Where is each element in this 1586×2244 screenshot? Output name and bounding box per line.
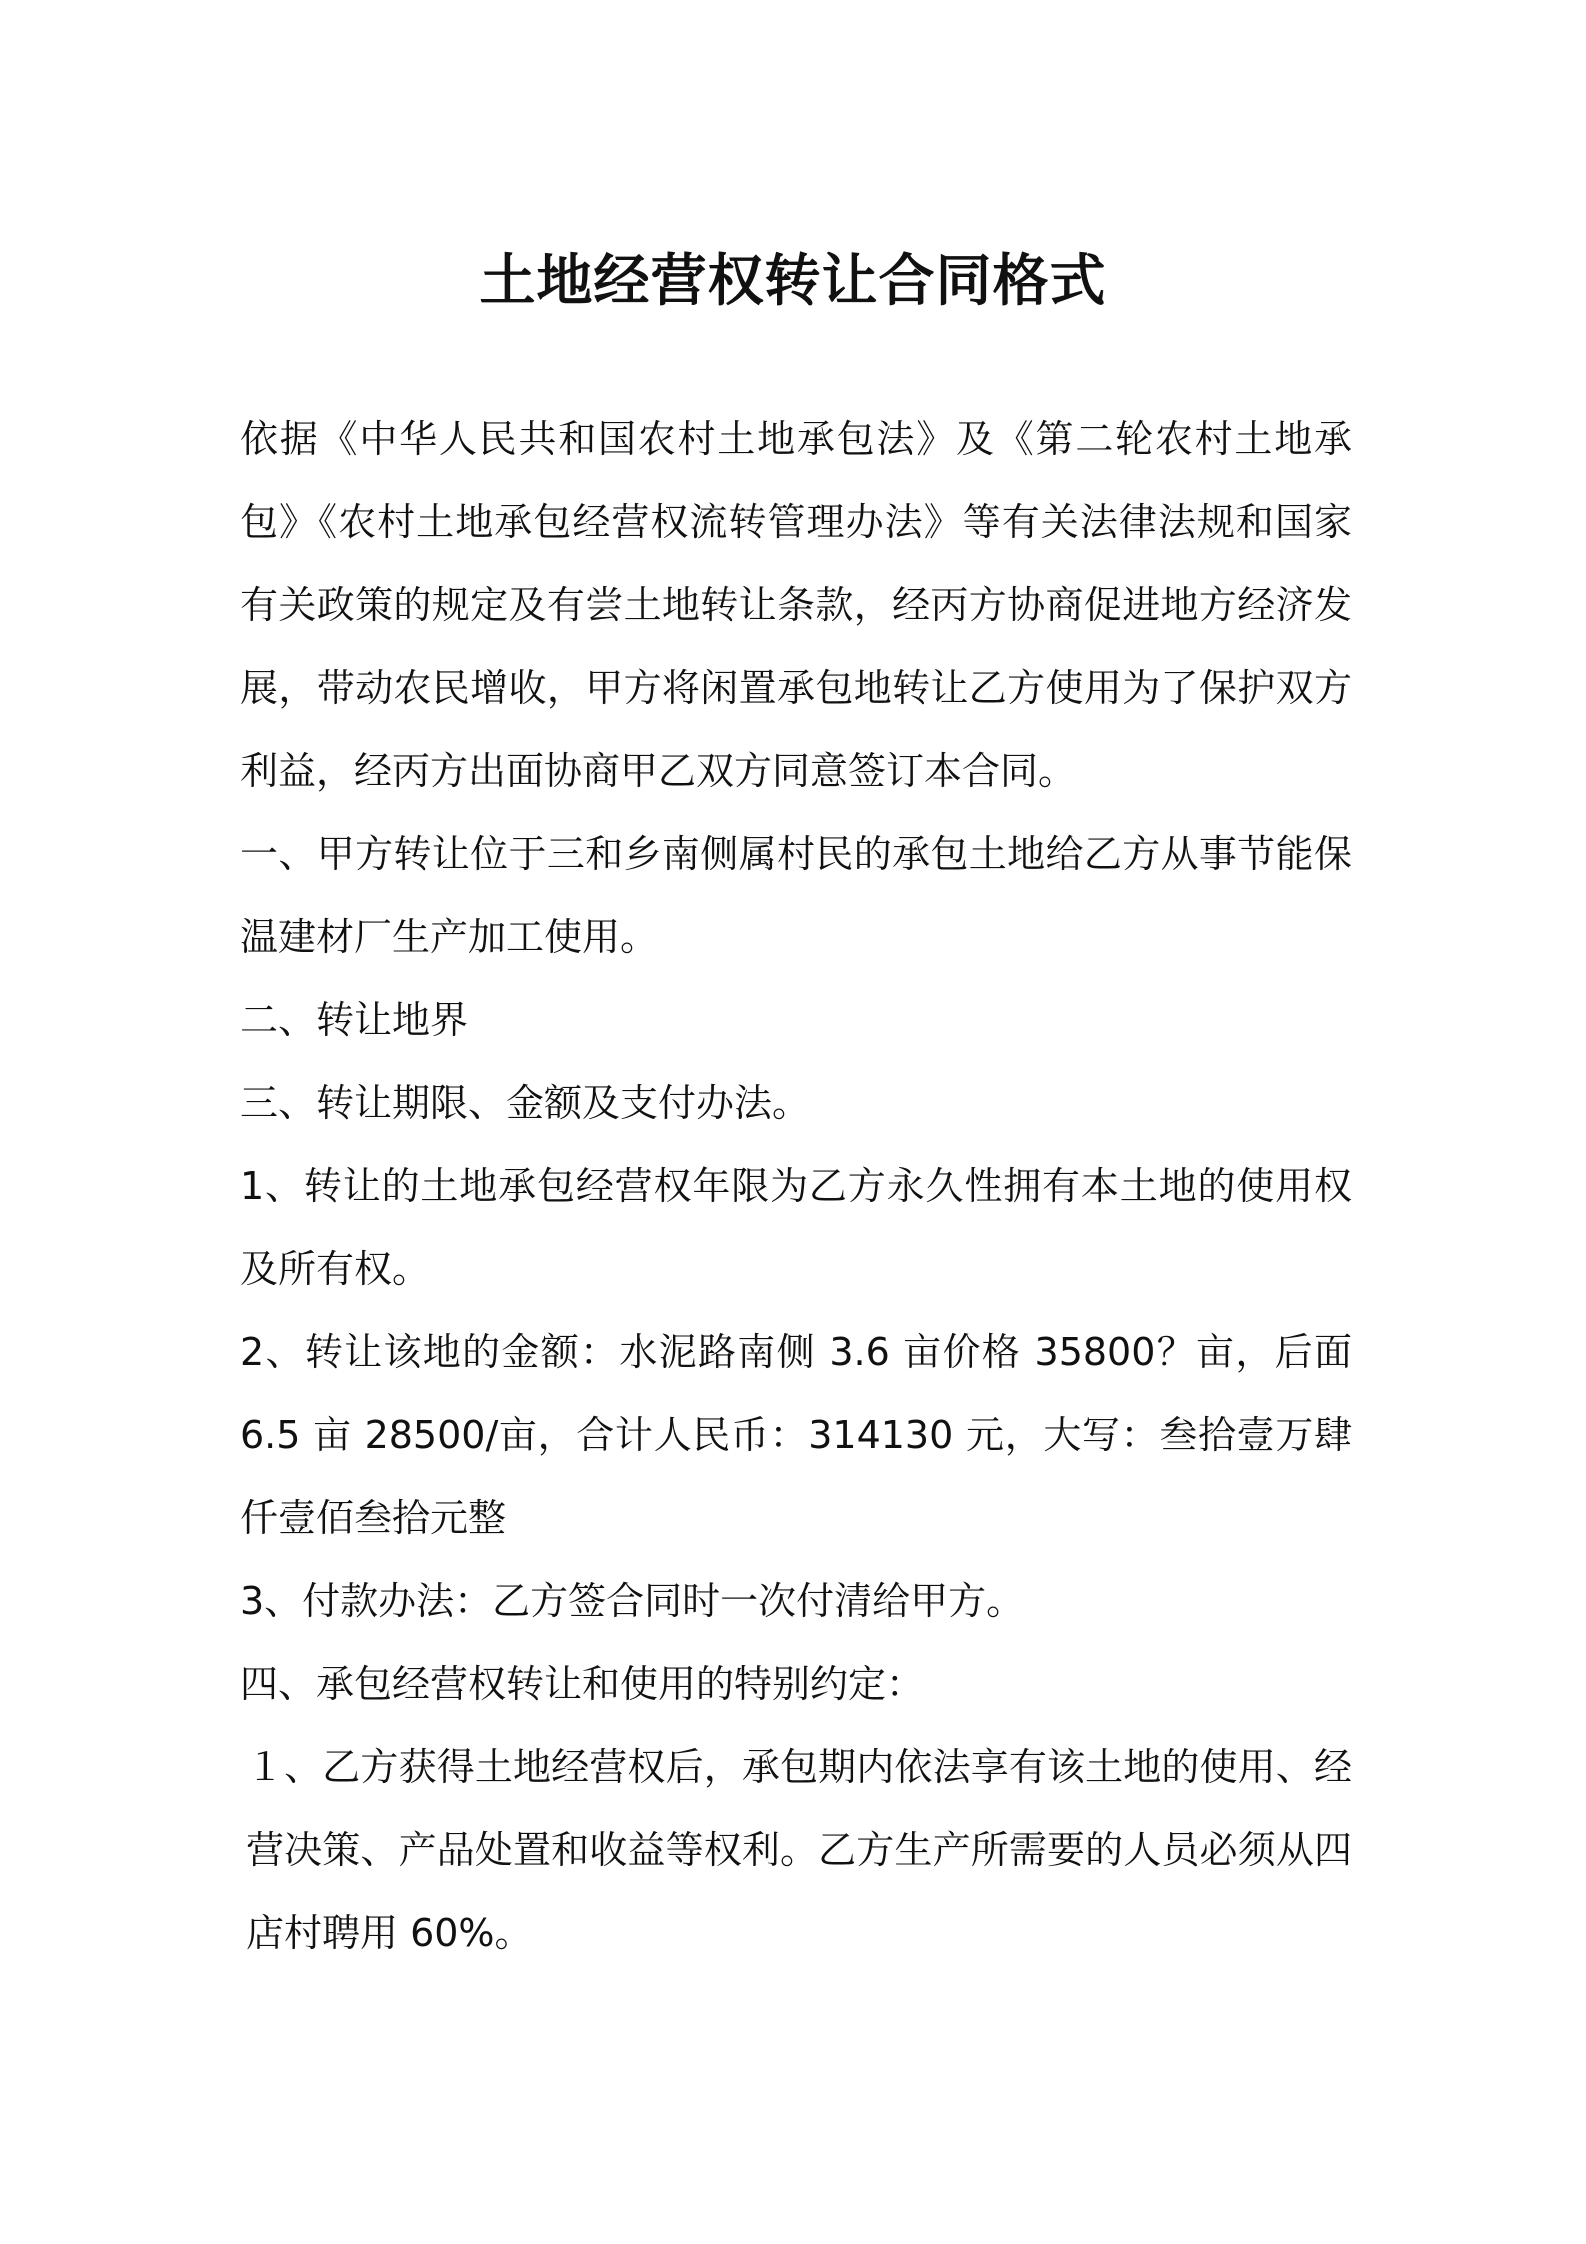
clause-4-item-1: １、乙方获得土地经营权后，承包期内依法享有该土地的使用、经营决策、产品处置和收益等权利。乙方生产所需要的人员必须从四店村聘用 60%。 (246, 1745, 1352, 1955)
clause-2-heading: 二、转让地界 (240, 998, 469, 1042)
clause-3-item-3: 3、付款办法：乙方签合同时一次付清给甲方。 (240, 1579, 1025, 1623)
document-body (240, 398, 1352, 1975)
clause-3-item-2: 2、转让该地的金额：水泥路南侧 3.6 亩价格 35800？亩，后面 6.5 亩 28500/亩，合计人民币：314130 元，大写：叁拾壹万肆仟壹佰叁拾元整 (240, 1330, 1352, 1540)
clause-3-item-1: 1、转让的土地承包经营权年限为乙方永久性拥有本土地的使用权及所有权。 (240, 1164, 1352, 1291)
document-title: 土地经营权转让合同格式 (479, 248, 1107, 314)
clause-4-heading: 四、承包经营权转让和使用的特别约定： (240, 1662, 925, 1706)
clause-1-paragraph: 一、甲方转让位于三和乡南侧属村民的承包土地给乙方从事节能保温建材厂生产加工使用。 (240, 832, 1352, 959)
clause-3-heading: 三、转让期限、金额及支付办法。 (240, 1081, 811, 1125)
preamble-paragraph: 依据《中华人民共和国农村土地承包法》及《第二轮农村土地承包》《农村土地承包经营权流转管理办法》等有关法律法规和国家有关政策的规定及有尝土地转让条款，经丙方协商促进地方经济发展，带动农民增收，甲方将闲置承包地转让乙方使用为了保护双方利益，经丙方出面协商甲乙双方同意签订本合同。 (240, 417, 1352, 793)
